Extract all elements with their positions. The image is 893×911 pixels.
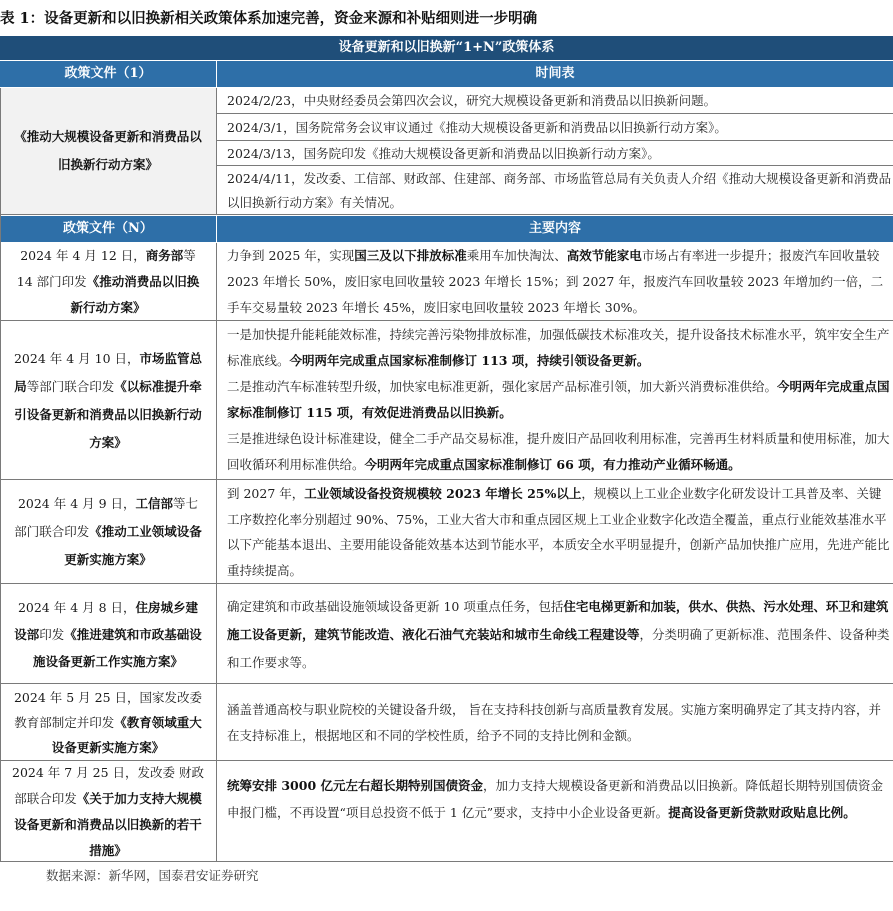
data-source: 数据来源：新华网，国泰君安证券研究 bbox=[46, 868, 259, 883]
timeline-text: 2024/4/11，发改委、工信部、财政部、住建部、商务部、市场监管总局有关负责人介绍《推动大规模设备更新和消费品以旧换新行动方案》有关情况。 bbox=[227, 171, 892, 210]
policy-content: 统筹安排 3000 亿元左右超长期特别国债资金，加力支持大规模设备更新和消费品以旧换新。降低超长期特别国债资金申报门槛，不再设置“项目总投资不低于 1 亿元”要求，支持中小企业设备更新。提高设备更新贷款财政贴息比例。 bbox=[227, 778, 884, 820]
timeline-text: 2024/2/23，中央财经委员会第四次会议，研究大规模设备更新和消费品以旧换新问题。 bbox=[227, 93, 717, 108]
policy-content: 涵盖普通高校与职业院校的关键设备升级， 旨在支持科技创新与高质量教育发展。实施方案明确界定了其支持内容，并在支持标准上，根据地区和不同的学校性质，给予不同的支持比例和金额。 bbox=[227, 702, 881, 743]
policy-row-right bbox=[217, 762, 893, 862]
policy-1-text: 《推动大规模设备更新和消费品以旧换新行动方案》 bbox=[14, 129, 202, 172]
policy-content: 二是推动汽车标准转型升级，加快家电标准更新，强化家居产品标准引领，加大新兴消费标准供给。今明两年完成重点国家标准制修订 115 项，有效促进消费品以旧换新。 bbox=[227, 379, 890, 420]
policy-row-left bbox=[0, 243, 216, 321]
header-policy-1: 政策文件（1） bbox=[0, 61, 216, 87]
policy-content: 确定建筑和市政基础设施领域设备更新 10 项重点任务，包括住宅电梯更新和加装，供水、供热、污水处理、环卫和建筑施工设备更新，建筑节能改造、液化石油气充装站和城市生命线工程建设等，分类明确了更新标准、范围条件、设备种类和工作要求等。 bbox=[227, 599, 890, 670]
policy-issuer: 2024 年 7 月 25 日，发改委 财政部联合印发《关于加力支持大规模设备更新和消费品以旧换新的若干措施》 bbox=[12, 764, 205, 858]
policy-row-right bbox=[217, 243, 893, 321]
policy-issuer: 2024 年 4 月 8 日，住房城乡建设部印发《推进建筑和市政基础设施设备更新工作实施方案》 bbox=[14, 599, 202, 669]
table-caption: 表 1：设备更新和以旧换新相关政策体系加速完善，资金来源和补贴细则进一步明确 bbox=[0, 10, 538, 27]
timeline-text: 2024/3/13，国务院印发《推动大规模设备更新和消费品以旧换新行动方案》。 bbox=[227, 146, 660, 161]
timeline-item bbox=[217, 115, 893, 141]
policy-issuer: 2024 年 4 月 10 日，市场监管总局等部门联合印发《以标准提升牵引设备更新和消费品以旧换新行动方案》 bbox=[13, 350, 203, 450]
policy-content: 三是推进绿色设计标准建设，健全二手产品交易标准，提升废旧产品回收利用标准，完善再生材料质量和使用标准，加大回收循环利用标准供给。今明两年完成重点国家标准制修订 66 项，有力推动产业循环畅通。 bbox=[227, 431, 890, 472]
timeline-text: 2024/3/1，国务院常务会议审议通过《推动大规模设备更新和消费品以旧换新行动方案》。 bbox=[227, 120, 727, 135]
policy-content: 一是加快提升能耗能效标准，持续完善污染物排放标准，加强低碳技术标准攻关，提升设备技术标准水平，筑牢安全生产标准底线。今明两年完成重点国家标准制修订 113 项，持续引领设备更新。 bbox=[227, 327, 890, 368]
policy-row-left bbox=[0, 585, 216, 684]
policy-row-left bbox=[0, 481, 216, 584]
policy-row-right bbox=[217, 585, 893, 684]
policy-row-right bbox=[217, 322, 893, 480]
column-divider bbox=[216, 243, 217, 862]
policy-row-right bbox=[217, 685, 893, 761]
table-banner: 设备更新和以旧换新“1+N”政策体系 bbox=[0, 36, 893, 60]
policy-issuer: 2024 年 4 月 9 日，工信部等七部门联合印发《推动工业领域设备更新实施方案》 bbox=[14, 496, 202, 567]
header-timeline: 时间表 bbox=[217, 61, 893, 87]
policy-row-right bbox=[217, 481, 893, 584]
header-policy-n: 政策文件（N） bbox=[0, 216, 216, 242]
policy-issuer: 2024 年 4 月 12 日，商务部等 14 部门印发《推动消费品以旧换新行动方案》 bbox=[16, 247, 200, 315]
policy-row-left bbox=[0, 685, 216, 761]
timeline-item bbox=[217, 167, 893, 215]
policy-row-left bbox=[0, 322, 216, 480]
policy-content: 到 2027 年，工业领域设备投资规模较 2023 年增长 25%以上，规模以上工业企业数字化研发设计工具普及率、关键工序数控化率分别超过 90%、75%，工业大省大市和重点园区规上工业企业数字化改造全覆盖，重点行业能效基准水平以下产能基本退出、主要用能设备能效基本达到节能水平，本质安全水平明显提升，创新产品加快推广应用，先进产能比重持续提高。 bbox=[227, 486, 890, 578]
policy-row-left bbox=[0, 762, 216, 862]
policy-issuer: 2024 年 5 月 25 日，国家发改委 教育部制定并印发《教育领域重大设备更新实施方案》 bbox=[13, 690, 203, 755]
table-left-border bbox=[0, 88, 1, 862]
policy-content: 力争到 2025 年，实现国三及以下排放标准乘用车加快淘汰、高效节能家电市场占有率进一步提升；报废汽车回收量较 2023 年增长 50%，废旧家电回收量较 2023 年增长 15%；到 2027 年，报废汽车回收量较 2023 年增加约一倍，二手车交易量较 2023 年增长 45%，废旧家电回收量较 2023 年增长 30%。 bbox=[227, 248, 884, 315]
column-divider bbox=[216, 88, 217, 215]
timeline-item bbox=[217, 88, 893, 114]
header-main-content: 主要内容 bbox=[217, 216, 893, 242]
policy-1-title bbox=[0, 88, 216, 215]
timeline-item bbox=[217, 142, 893, 166]
